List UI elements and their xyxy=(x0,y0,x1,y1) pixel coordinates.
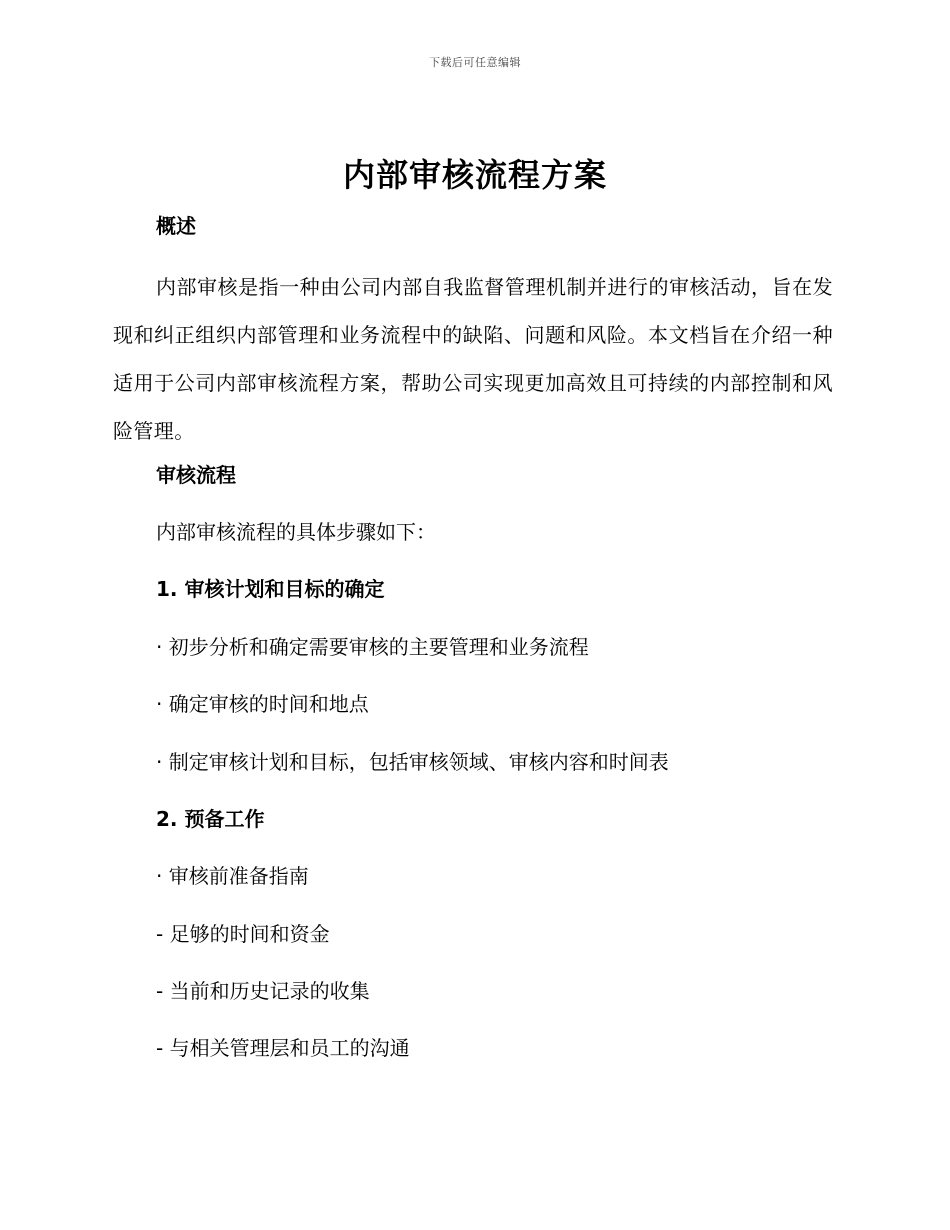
step2-bullet: · 审核前准备指南 xyxy=(156,864,309,888)
document-title: 内部审核流程方案 xyxy=(342,156,607,194)
page-header: 下载后可任意编辑 xyxy=(429,56,521,69)
process-heading: 审核流程 xyxy=(156,463,236,487)
step1-heading: 1. 审核计划和目标的确定 xyxy=(156,577,385,601)
step1-bullet: · 确定审核的时间和地点 xyxy=(156,692,369,716)
step1-bullet: · 初步分析和确定需要审核的主要管理和业务流程 xyxy=(156,635,589,659)
step2-sub-item: - 足够的时间和资金 xyxy=(156,922,330,946)
overview-heading: 概述 xyxy=(156,214,196,238)
step1-bullet: · 制定审核计划和目标，包括审核领域、审核内容和时间表 xyxy=(156,750,669,774)
step2-sub-item: - 与相关管理层和员工的沟通 xyxy=(156,1036,410,1060)
step2-sub-item: - 当前和历史记录的收集 xyxy=(156,979,370,1003)
process-intro: 内部审核流程的具体步骤如下： xyxy=(156,520,436,544)
overview-paragraph: 内部审核是指一种由公司内部自我监督管理机制并进行的审核活动，旨在发现和纠正组织内部管理和业务流程中的缺陷、问题和风险。本文档旨在介绍一种适用于公司内部审核流程方案，帮助公司实现更加高效且可持续的内部控制和风险管理。 xyxy=(113,275,833,443)
step2-heading: 2. 预备工作 xyxy=(156,807,265,831)
